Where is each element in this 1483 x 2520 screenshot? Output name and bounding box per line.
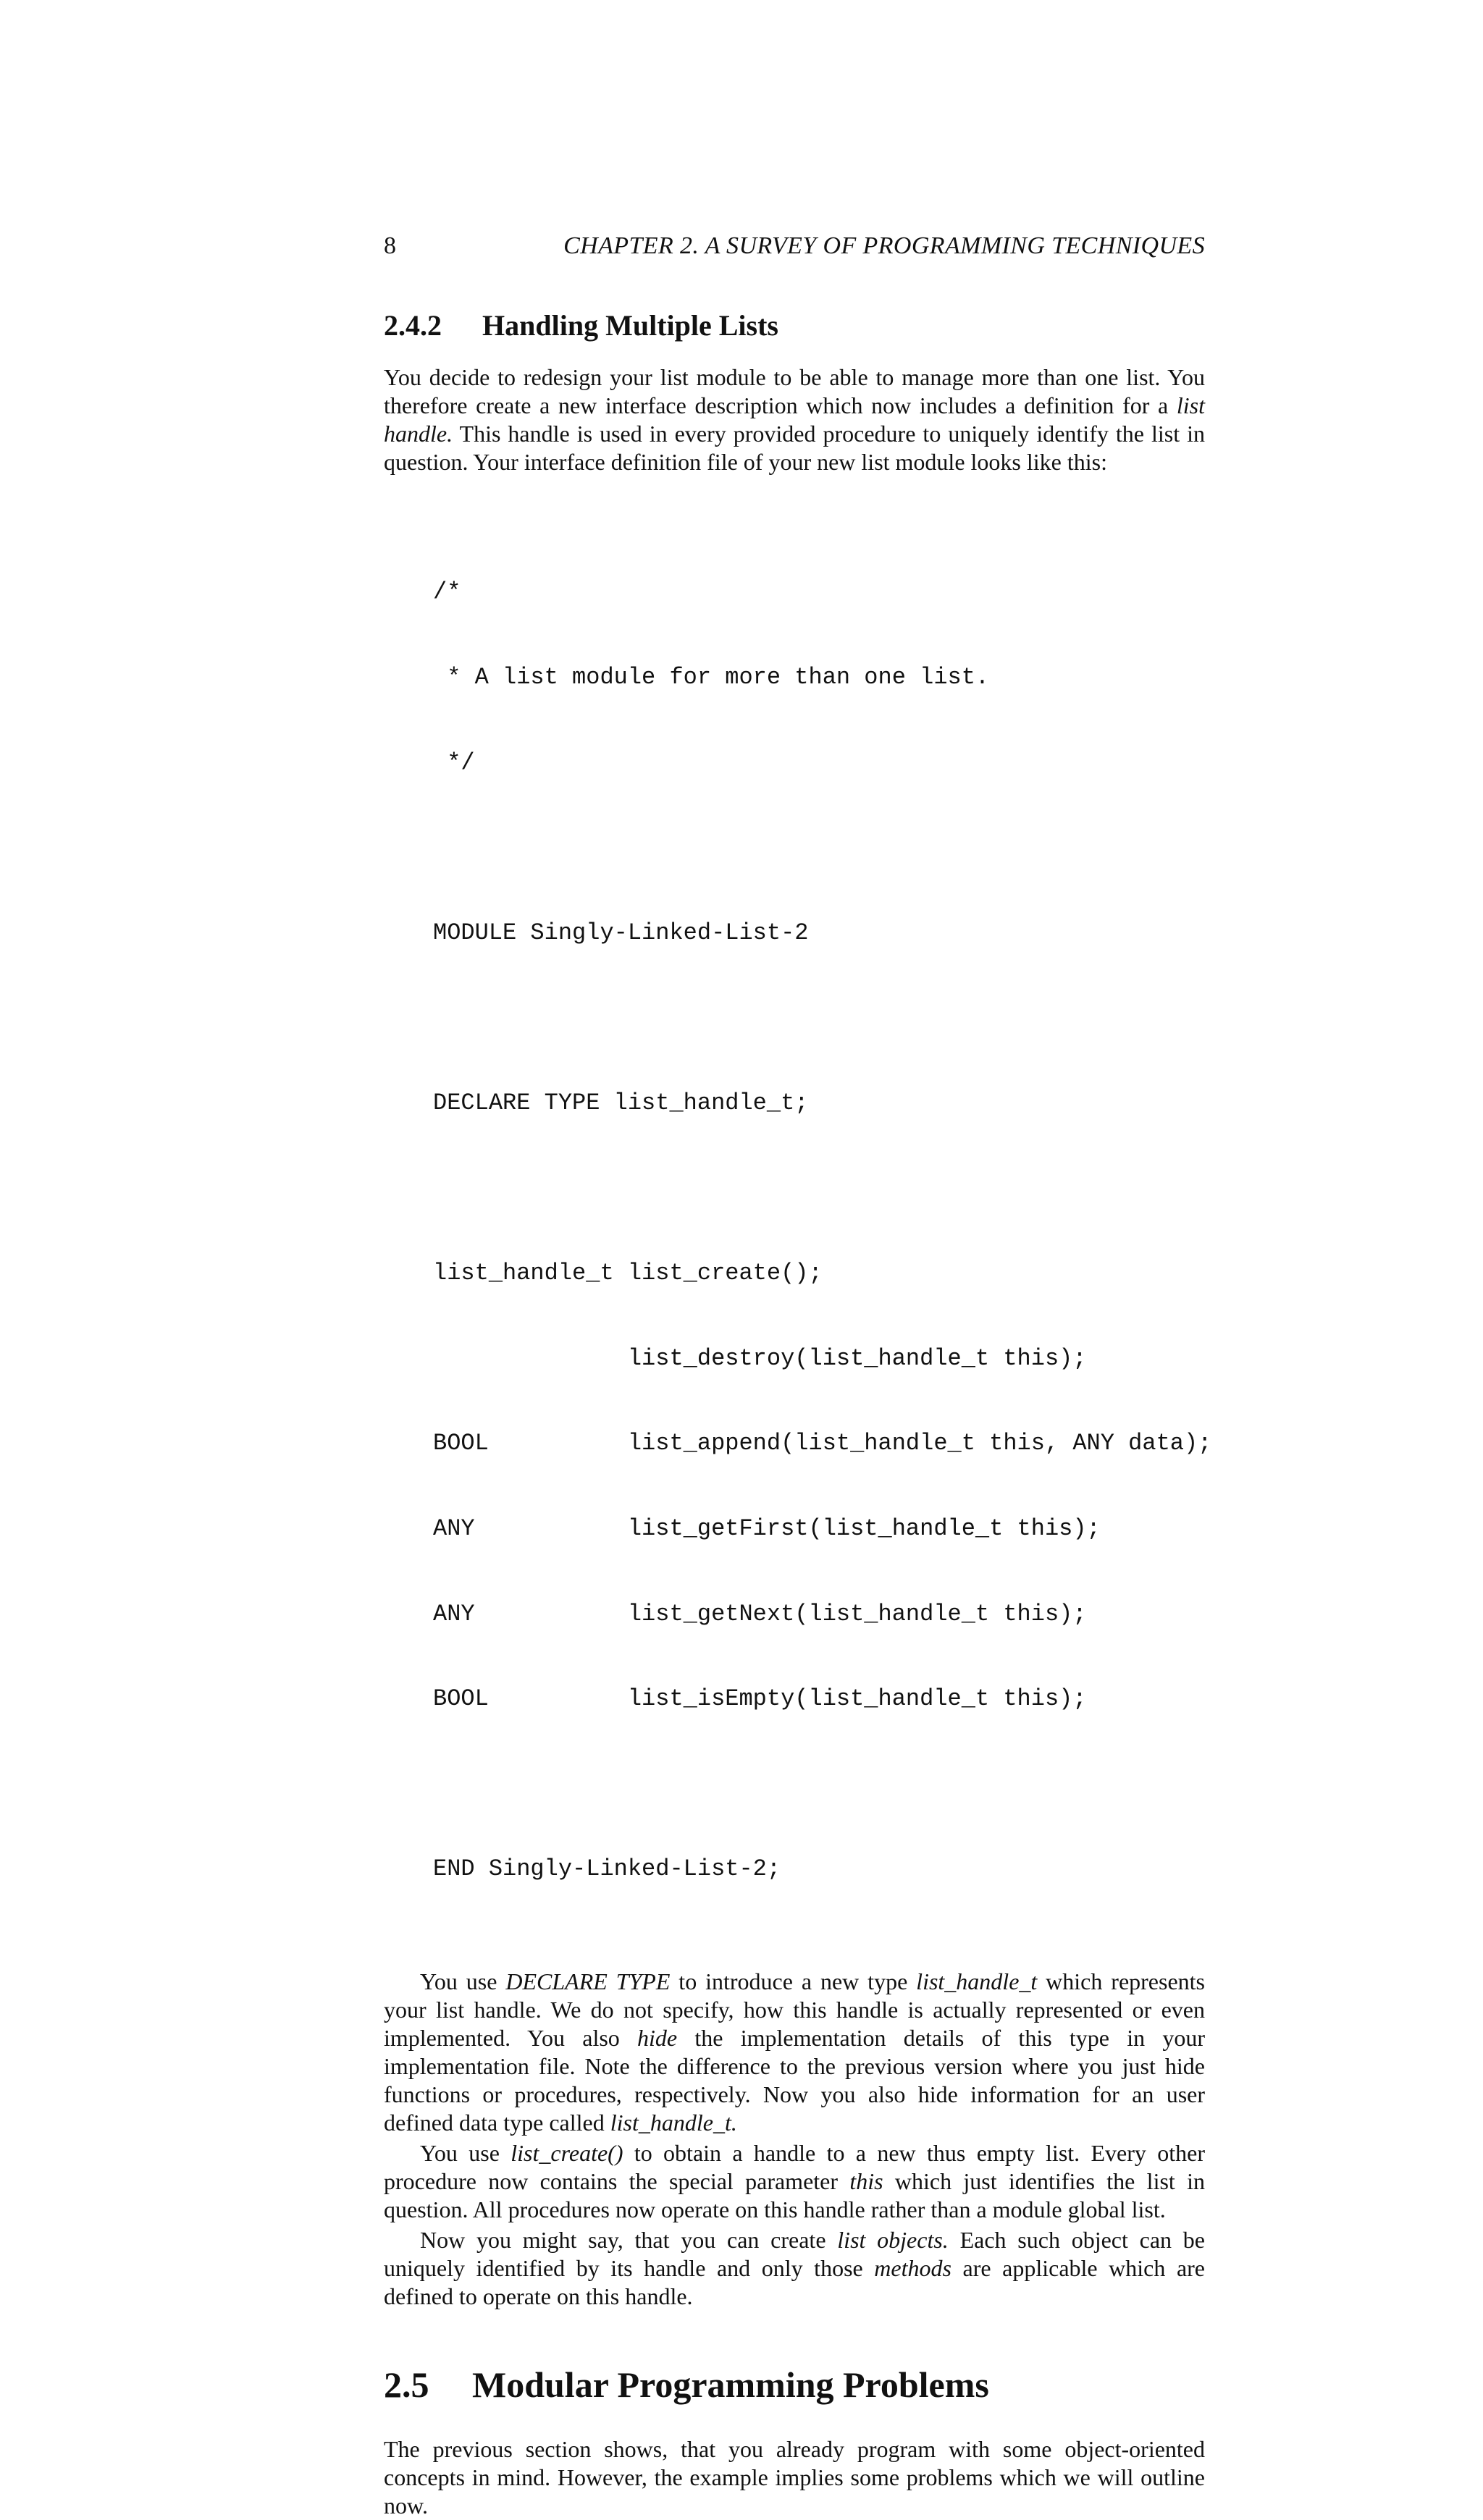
declare-text-2: to introduce a new type (670, 1968, 917, 1994)
declare-emphasis-list-handle-t-end: list_handle_t. (610, 2109, 737, 2136)
list-objects-paragraph (384, 2226, 1205, 2311)
objects-emphasis-methods: methods (874, 2254, 951, 2281)
subsection-number: 2.4.2 (384, 309, 442, 342)
subsection-heading (384, 307, 1205, 345)
code-line: * A list module for more than one list. (433, 664, 990, 691)
declare-text-1: You use (420, 1968, 506, 1994)
intro-emphasis-list-handle: list handle. (384, 392, 1205, 447)
page-number: 8 (384, 232, 396, 259)
declare-emphasis-hide: hide (637, 2024, 678, 2051)
chapter-title: CHAPTER 2. A SURVEY OF PROGRAMMING TECHNIQUES (563, 232, 1205, 259)
objects-emphasis-list-objects: list objects. (837, 2226, 949, 2253)
section-number: 2.5 (384, 2364, 429, 2405)
section-title: Modular Programming Problems (472, 2364, 989, 2405)
create-emphasis-this: this (849, 2167, 883, 2194)
code-line: ANY list_getNext(list_handle_t this); (433, 1600, 1087, 1627)
code-line: /* (433, 578, 461, 606)
declare-emphasis-declare-type: DECLARE TYPE (505, 1968, 671, 1994)
objects-text-2: Each such object can be uniquely identified by its handle and only those (384, 2226, 1206, 2281)
intro-text-1: You decide to redesign your list module to be able to manage more than one list. You therefore create a new interface description which now includes a definition for a (384, 364, 1205, 418)
code-line: */ (433, 749, 475, 776)
create-text-3: which just identifies the list in question. All procedures now operate on this handle rather than a module global list. (384, 2167, 1206, 2222)
code-line (433, 1174, 1205, 1202)
list-create-paragraph (384, 2139, 1205, 2224)
code-line: ANY list_getFirst(list_handle_t this); (433, 1514, 1101, 1542)
code-line (433, 833, 1205, 861)
code-line: list_destroy(list_handle_t this); (433, 1344, 1087, 1372)
create-text-2: to obtain a handle to a new thus empty list. Every other procedure now contains the special parameter (384, 2139, 1206, 2194)
objects-text-3: are applicable which are defined to operate on this handle. (384, 2254, 1205, 2309)
code-line: END Singly-Linked-List-2; (433, 1855, 781, 1883)
code-line: DECLARE TYPE list_handle_t; (433, 1089, 809, 1116)
intro-text-2: This handle is used in every provided procedure to uniquely identify the list in question. Your interface definition file of your new list module looks like this: (384, 421, 1205, 475)
code-line (433, 1003, 1205, 1032)
document-page (384, 230, 1212, 2520)
create-emphasis-list-create: list_create() (511, 2139, 623, 2166)
section-paragraph: The previous section shows, that you already program with some object-oriented concepts in mind. However, the example implies some problems which we will outline now. (384, 2435, 1205, 2519)
declare-type-paragraph (384, 1968, 1205, 2137)
declare-text-3: which represents your list handle. We do not specify, how this handle is actually represented or even implemented. You also (384, 1968, 1206, 2051)
objects-text-1: Now you might say, that you can create (420, 2226, 838, 2253)
code-line: BOOL list_isEmpty(list_handle_t this); (433, 1685, 1087, 1713)
code-line: MODULE Singly-Linked-List-2 (433, 919, 809, 946)
code-line: list_handle_t list_create(); (433, 1260, 823, 1287)
code-listing (433, 521, 1212, 1940)
section-heading (384, 2361, 1205, 2408)
code-line: BOOL list_append(list_handle_t this, ANY data); (433, 1430, 1212, 1457)
running-head (384, 230, 1205, 262)
intro-paragraph (384, 363, 1205, 476)
code-line (433, 1770, 1205, 1798)
create-text-1: You use (420, 2139, 511, 2166)
declare-emphasis-list-handle-t: list_handle_t (916, 1968, 1038, 1994)
subsection-title: Handling Multiple Lists (482, 309, 778, 342)
declare-text-4: the implementation details of this type in your implementation file. Note the difference to the previous version where you just hide functions or procedures, respectively. Now you also hide information for an user defined data type called (384, 2024, 1205, 2136)
